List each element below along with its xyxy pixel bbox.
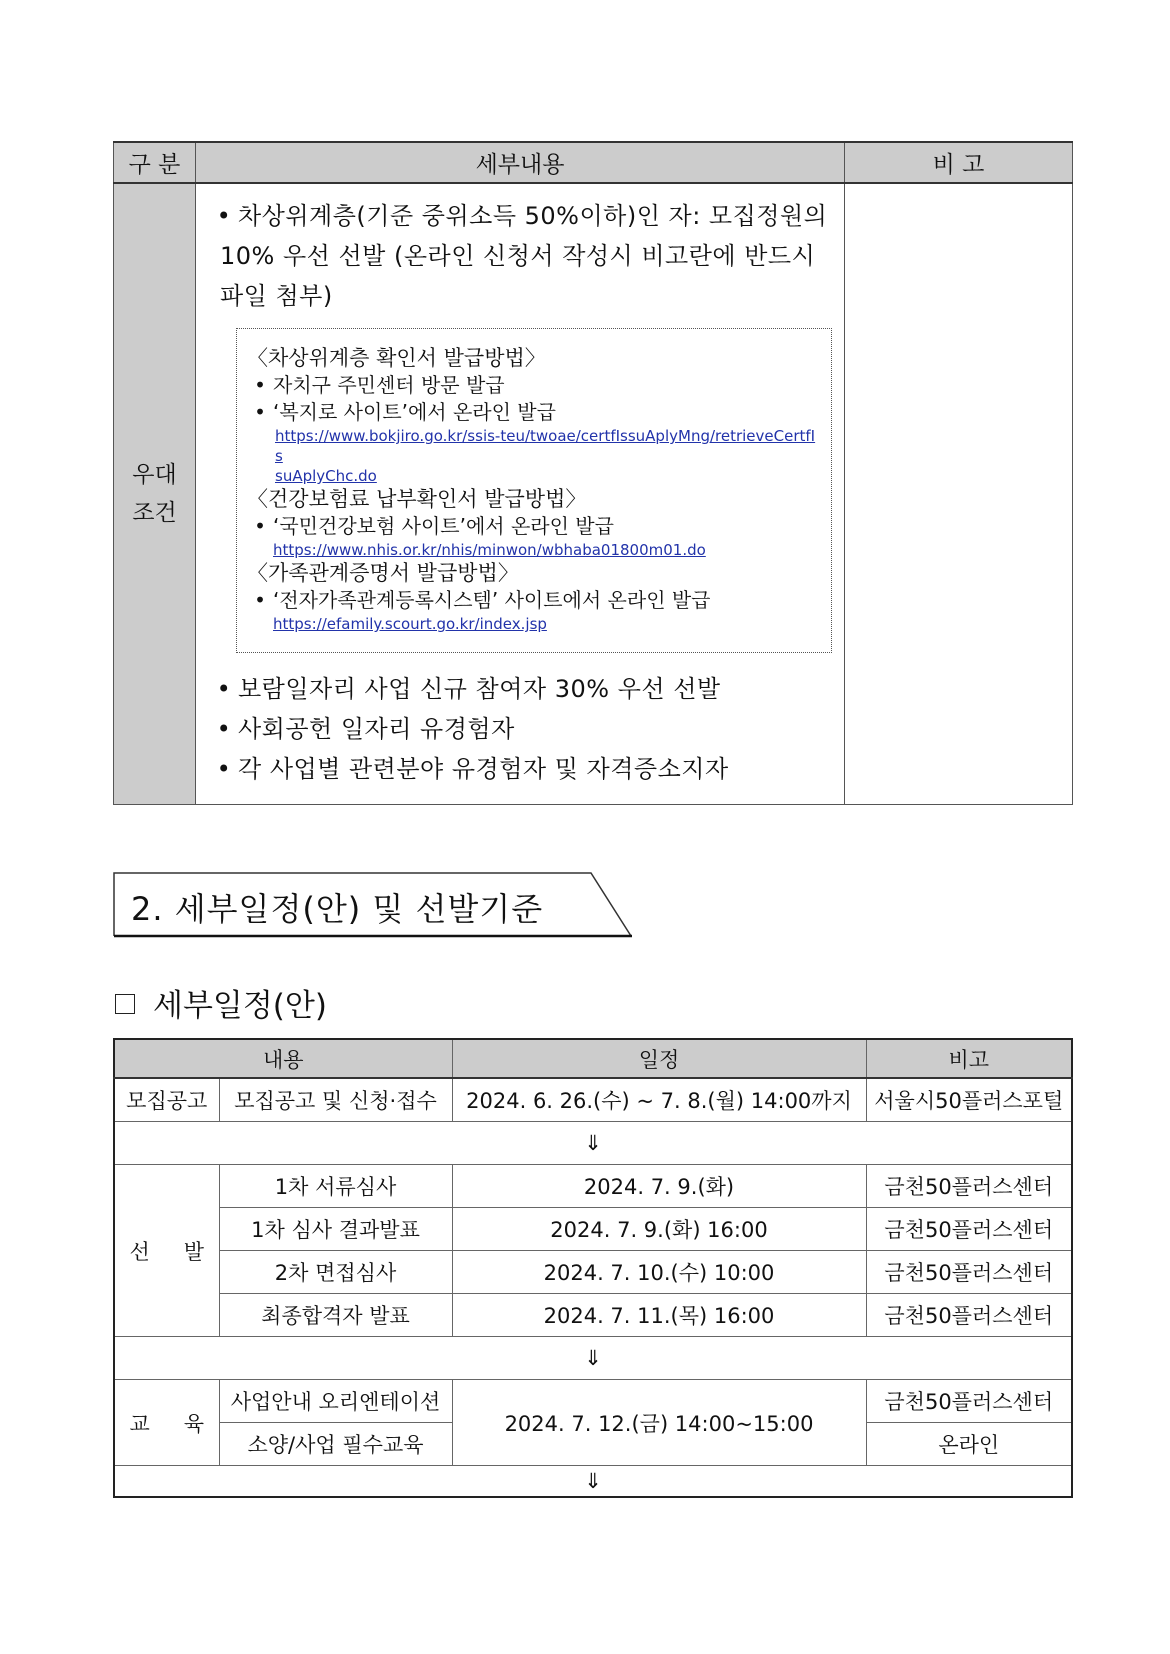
table-header-row	[114, 142, 1073, 183]
info-item-text: ‘전자가족관계등록시스템’ 사이트에서 온라인 발급	[273, 588, 711, 612]
arrow-row	[114, 1337, 1072, 1380]
info-item-text: ‘국민건강보험 사이트’에서 온라인 발급	[273, 514, 614, 538]
bullet-icon: •	[216, 675, 232, 703]
group-char: 발	[183, 1239, 205, 1264]
info-heading: 〈건강보험료 납부확인서 발급방법〉	[247, 487, 587, 511]
date-cell: 2024. 7. 10.(수) 10:00	[452, 1251, 866, 1294]
table-row	[114, 1380, 1072, 1423]
note-cell: 금천50플러스센터	[866, 1294, 1072, 1337]
bullet-item	[210, 709, 834, 749]
group-char: 교	[129, 1411, 150, 1436]
category-cell	[114, 183, 196, 805]
group-cell-selection	[114, 1165, 219, 1337]
link-line: suAplyChc.do	[275, 467, 377, 485]
group-cell: 모집공고	[114, 1078, 219, 1122]
section-title: 2. 세부일정(안) 및 선발기준	[131, 890, 544, 928]
note-cell: 금천50플러스센터	[866, 1251, 1072, 1294]
table-row-recruit	[114, 1078, 1072, 1122]
nhis-link[interactable]: https://www.nhis.or.kr/nhis/minwon/wbhaba01800m01.do	[273, 541, 706, 559]
arrow-row	[114, 1466, 1072, 1498]
table-row	[114, 1165, 1072, 1208]
item-cell: 1차 심사 결과발표	[219, 1208, 452, 1251]
bullet-text: 사회공헌 일자리 유경험자	[238, 715, 515, 743]
note-cell: 서울시50플러스포털	[866, 1078, 1072, 1122]
item-cell: 소양/사업 필수교육	[219, 1423, 452, 1466]
bullet-icon: •	[216, 715, 232, 743]
bullet-icon: •	[254, 588, 266, 612]
bullet-continuation: 파일 첨부)	[220, 282, 333, 310]
down-arrow-icon: ⇓	[114, 1466, 1072, 1498]
bullet-item	[210, 749, 834, 789]
info-item	[247, 587, 821, 614]
header-category: 구 분	[114, 142, 196, 183]
down-arrow-icon: ⇓	[114, 1337, 1072, 1380]
header-schedule: 일정	[452, 1039, 866, 1078]
bullet-item	[210, 196, 834, 236]
bokjiro-link[interactable]	[247, 426, 821, 486]
bullet-icon: •	[254, 400, 266, 424]
table-row	[114, 183, 1073, 805]
group-char: 선	[129, 1239, 150, 1264]
item-cell: 2차 면접심사	[219, 1251, 452, 1294]
bullet-icon: •	[216, 202, 232, 230]
bullet-icon: •	[254, 373, 266, 397]
header-content: 내용	[114, 1039, 452, 1078]
item-cell: 최종합격자 발표	[219, 1294, 452, 1337]
preference-conditions-table	[113, 141, 1073, 805]
info-item	[247, 372, 821, 399]
schedule-table	[113, 1038, 1073, 1498]
info-item-text: 자치구 주민센터 방문 발급	[273, 373, 505, 397]
table-row	[114, 1208, 1072, 1251]
subsection-title: 세부일정(안)	[153, 988, 327, 1024]
note-cell	[845, 183, 1073, 805]
date-cell: 2024. 7. 11.(목) 16:00	[452, 1294, 866, 1337]
info-item	[247, 513, 821, 540]
table-header-row	[114, 1039, 1072, 1078]
info-heading: 〈차상위계층 확인서 발급방법〉	[247, 346, 546, 370]
bullet-icon: •	[216, 755, 232, 783]
item-cell: 모집공고 및 신청·접수	[219, 1078, 452, 1122]
header-details: 세부내용	[196, 142, 845, 183]
category-line: 우대	[132, 462, 177, 488]
section-heading	[113, 872, 633, 936]
note-cell: 금천50플러스센터	[866, 1380, 1072, 1423]
date-cell: 2024. 6. 26.(수) ~ 7. 8.(월) 14:00까지	[452, 1078, 866, 1122]
note-cell: 금천50플러스센터	[866, 1208, 1072, 1251]
arrow-row	[114, 1122, 1072, 1165]
efamily-link[interactable]: https://efamily.scourt.go.kr/index.jsp	[273, 615, 547, 633]
bullet-continuation: 10% 우선 선발 (온라인 신청서 작성시 비고란에 반드시	[220, 242, 816, 270]
group-cell-education	[114, 1380, 219, 1466]
info-item	[247, 399, 821, 426]
header-note: 비고	[866, 1039, 1072, 1078]
info-item-text: ‘복지로 사이트’에서 온라인 발급	[273, 400, 556, 424]
bullet-item	[210, 669, 834, 709]
group-char: 육	[183, 1411, 205, 1436]
note-cell: 금천50플러스센터	[866, 1165, 1072, 1208]
down-arrow-icon: ⇓	[114, 1122, 1072, 1165]
bullet-icon: •	[254, 514, 266, 538]
table-row	[114, 1251, 1072, 1294]
item-cell: 1차 서류심사	[219, 1165, 452, 1208]
subsection-heading	[113, 980, 327, 1025]
square-bullet-icon	[115, 994, 135, 1014]
table-row	[114, 1294, 1072, 1337]
category-line: 조건	[132, 500, 177, 526]
header-note: 비 고	[845, 142, 1073, 183]
issuance-info-box	[236, 328, 832, 653]
date-cell: 2024. 7. 12.(금) 14:00~15:00	[452, 1380, 866, 1466]
note-cell: 온라인	[866, 1423, 1072, 1466]
details-cell	[196, 183, 845, 805]
bullet-text: 각 사업별 관련분야 유경험자 및 자격증소지자	[238, 755, 729, 783]
link-line: https://www.bokjiro.go.kr/ssis-teu/twoae/certfIssuAplyMng/retrieveCertfIs	[275, 427, 816, 465]
bullet-text: 차상위계층(기준 중위소득 50%이하)인 자: 모집정원의	[238, 202, 828, 230]
item-cell: 사업안내 오리엔테이션	[219, 1380, 452, 1423]
date-cell: 2024. 7. 9.(화) 16:00	[452, 1208, 866, 1251]
bullet-text: 보람일자리 사업 신규 참여자 30% 우선 선발	[238, 675, 721, 703]
date-cell: 2024. 7. 9.(화)	[452, 1165, 866, 1208]
info-heading: 〈가족관계증명서 발급방법〉	[247, 561, 519, 585]
